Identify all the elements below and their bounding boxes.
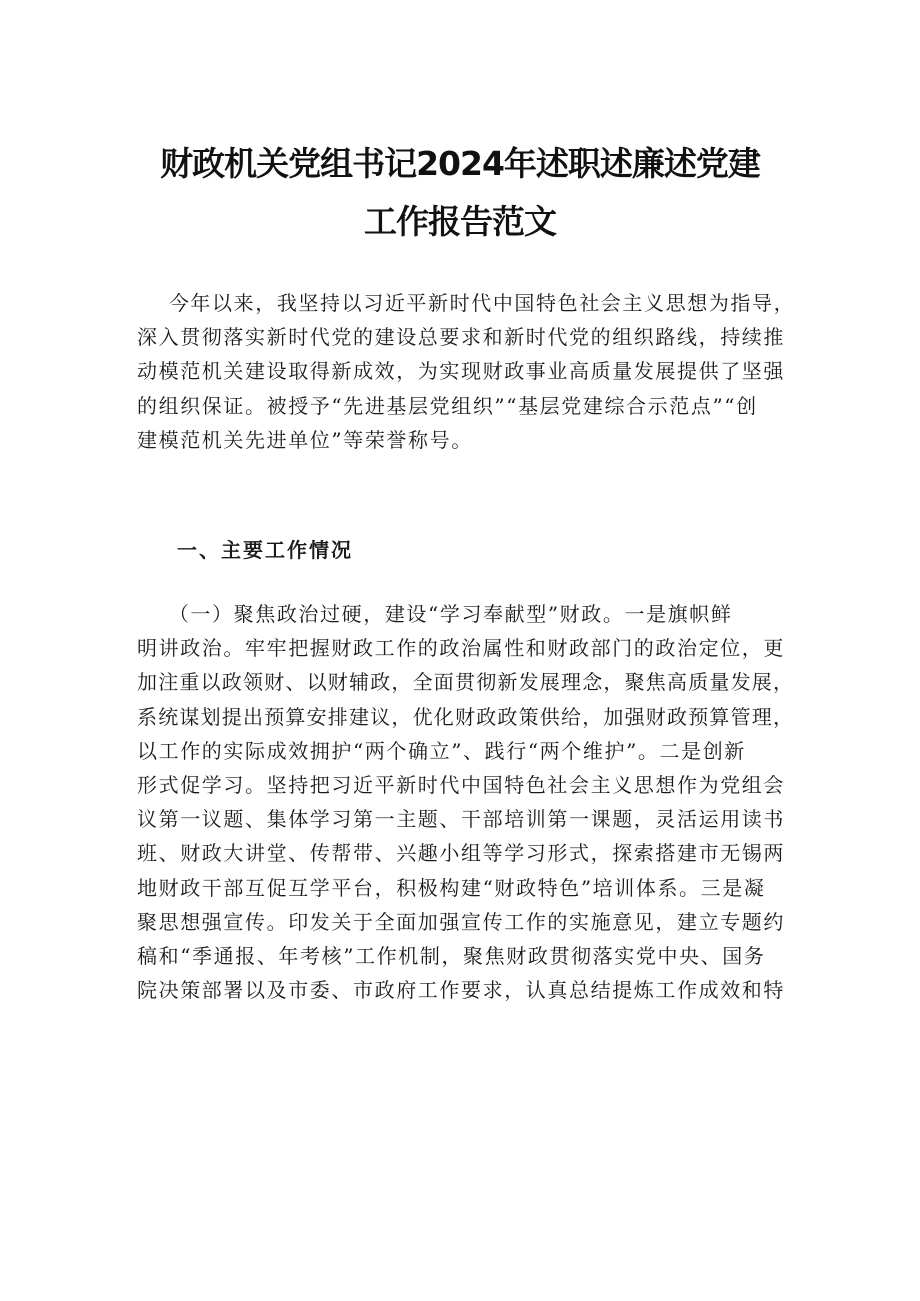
paragraph-line: 动模范机关建设取得新成效，为实现财政事业高质量发展提供了坚强: [137, 359, 785, 384]
paragraph-line: 形式促学习。坚持把习近平新时代中国特色社会主义思想作为党组会: [137, 772, 785, 797]
paragraph-line: 议第一议题、集体学习第一主题、干部培训第一课题，灵活运用读书: [137, 807, 785, 832]
paragraph-line: 地财政干部互促互学平台，积极构建“财政特色”培训体系。三是凝: [137, 875, 766, 900]
intro-paragraph: [137, 286, 796, 457]
paragraph-line: 今年以来，我坚持以习近平新时代中国特色社会主义思想为指导，: [137, 291, 796, 315]
paragraph-line: 明讲政治。牢牢把握财政工作的政治属性和财政部门的政治定位，更: [137, 636, 785, 661]
paragraph-line: 院决策部署以及市委、市政府工作要求，认真总结提炼工作成效和特: [137, 978, 785, 1003]
section-1-paragraph: [137, 597, 793, 1007]
paragraph-line: 建模范机关先进单位”等荣誉称号。: [137, 427, 473, 452]
paragraph-line: （一）聚焦政治过硬，建设“学习奉献型”财政。一是旗帜鲜: [137, 602, 733, 626]
section-heading-main-work: 一、主要工作情况: [177, 538, 353, 562]
paragraph-line: 加注重以政领财、以财辅政，全面贯彻新发展理念，聚焦高质量发展，: [137, 670, 795, 695]
paragraph-line: 以工作的实际成效拥护“两个确立”、践行“两个维护”。二是创新: [137, 738, 746, 763]
document-title-line-1: 财政机关党组书记2024年述职述廉述党建: [160, 144, 760, 183]
paragraph-line: 聚思想强宣传。印发关于全面加强宣传工作的实施意见，建立专题约: [137, 909, 785, 934]
paragraph-line: 班、财政大讲堂、传帮带、兴趣小组等学习形式，探索搭建市无锡两: [137, 841, 785, 866]
paragraph-line: 稿和“季通报、年考核”工作机制，聚焦财政贯彻落实党中央、国务: [137, 943, 766, 968]
document-title-line-2: 工作报告范文: [364, 202, 556, 241]
paragraph-line: 的组织保证。被授予“先进基层党组织”“基层党建综合示范点”“创: [137, 393, 758, 418]
paragraph-line: 深入贯彻落实新时代党的建设总要求和新时代党的组织路线，持续推: [137, 325, 785, 350]
paragraph-line: 系统谋划提出预算安排建议，优化财政政策供给，加强财政预算管理，: [137, 704, 795, 729]
